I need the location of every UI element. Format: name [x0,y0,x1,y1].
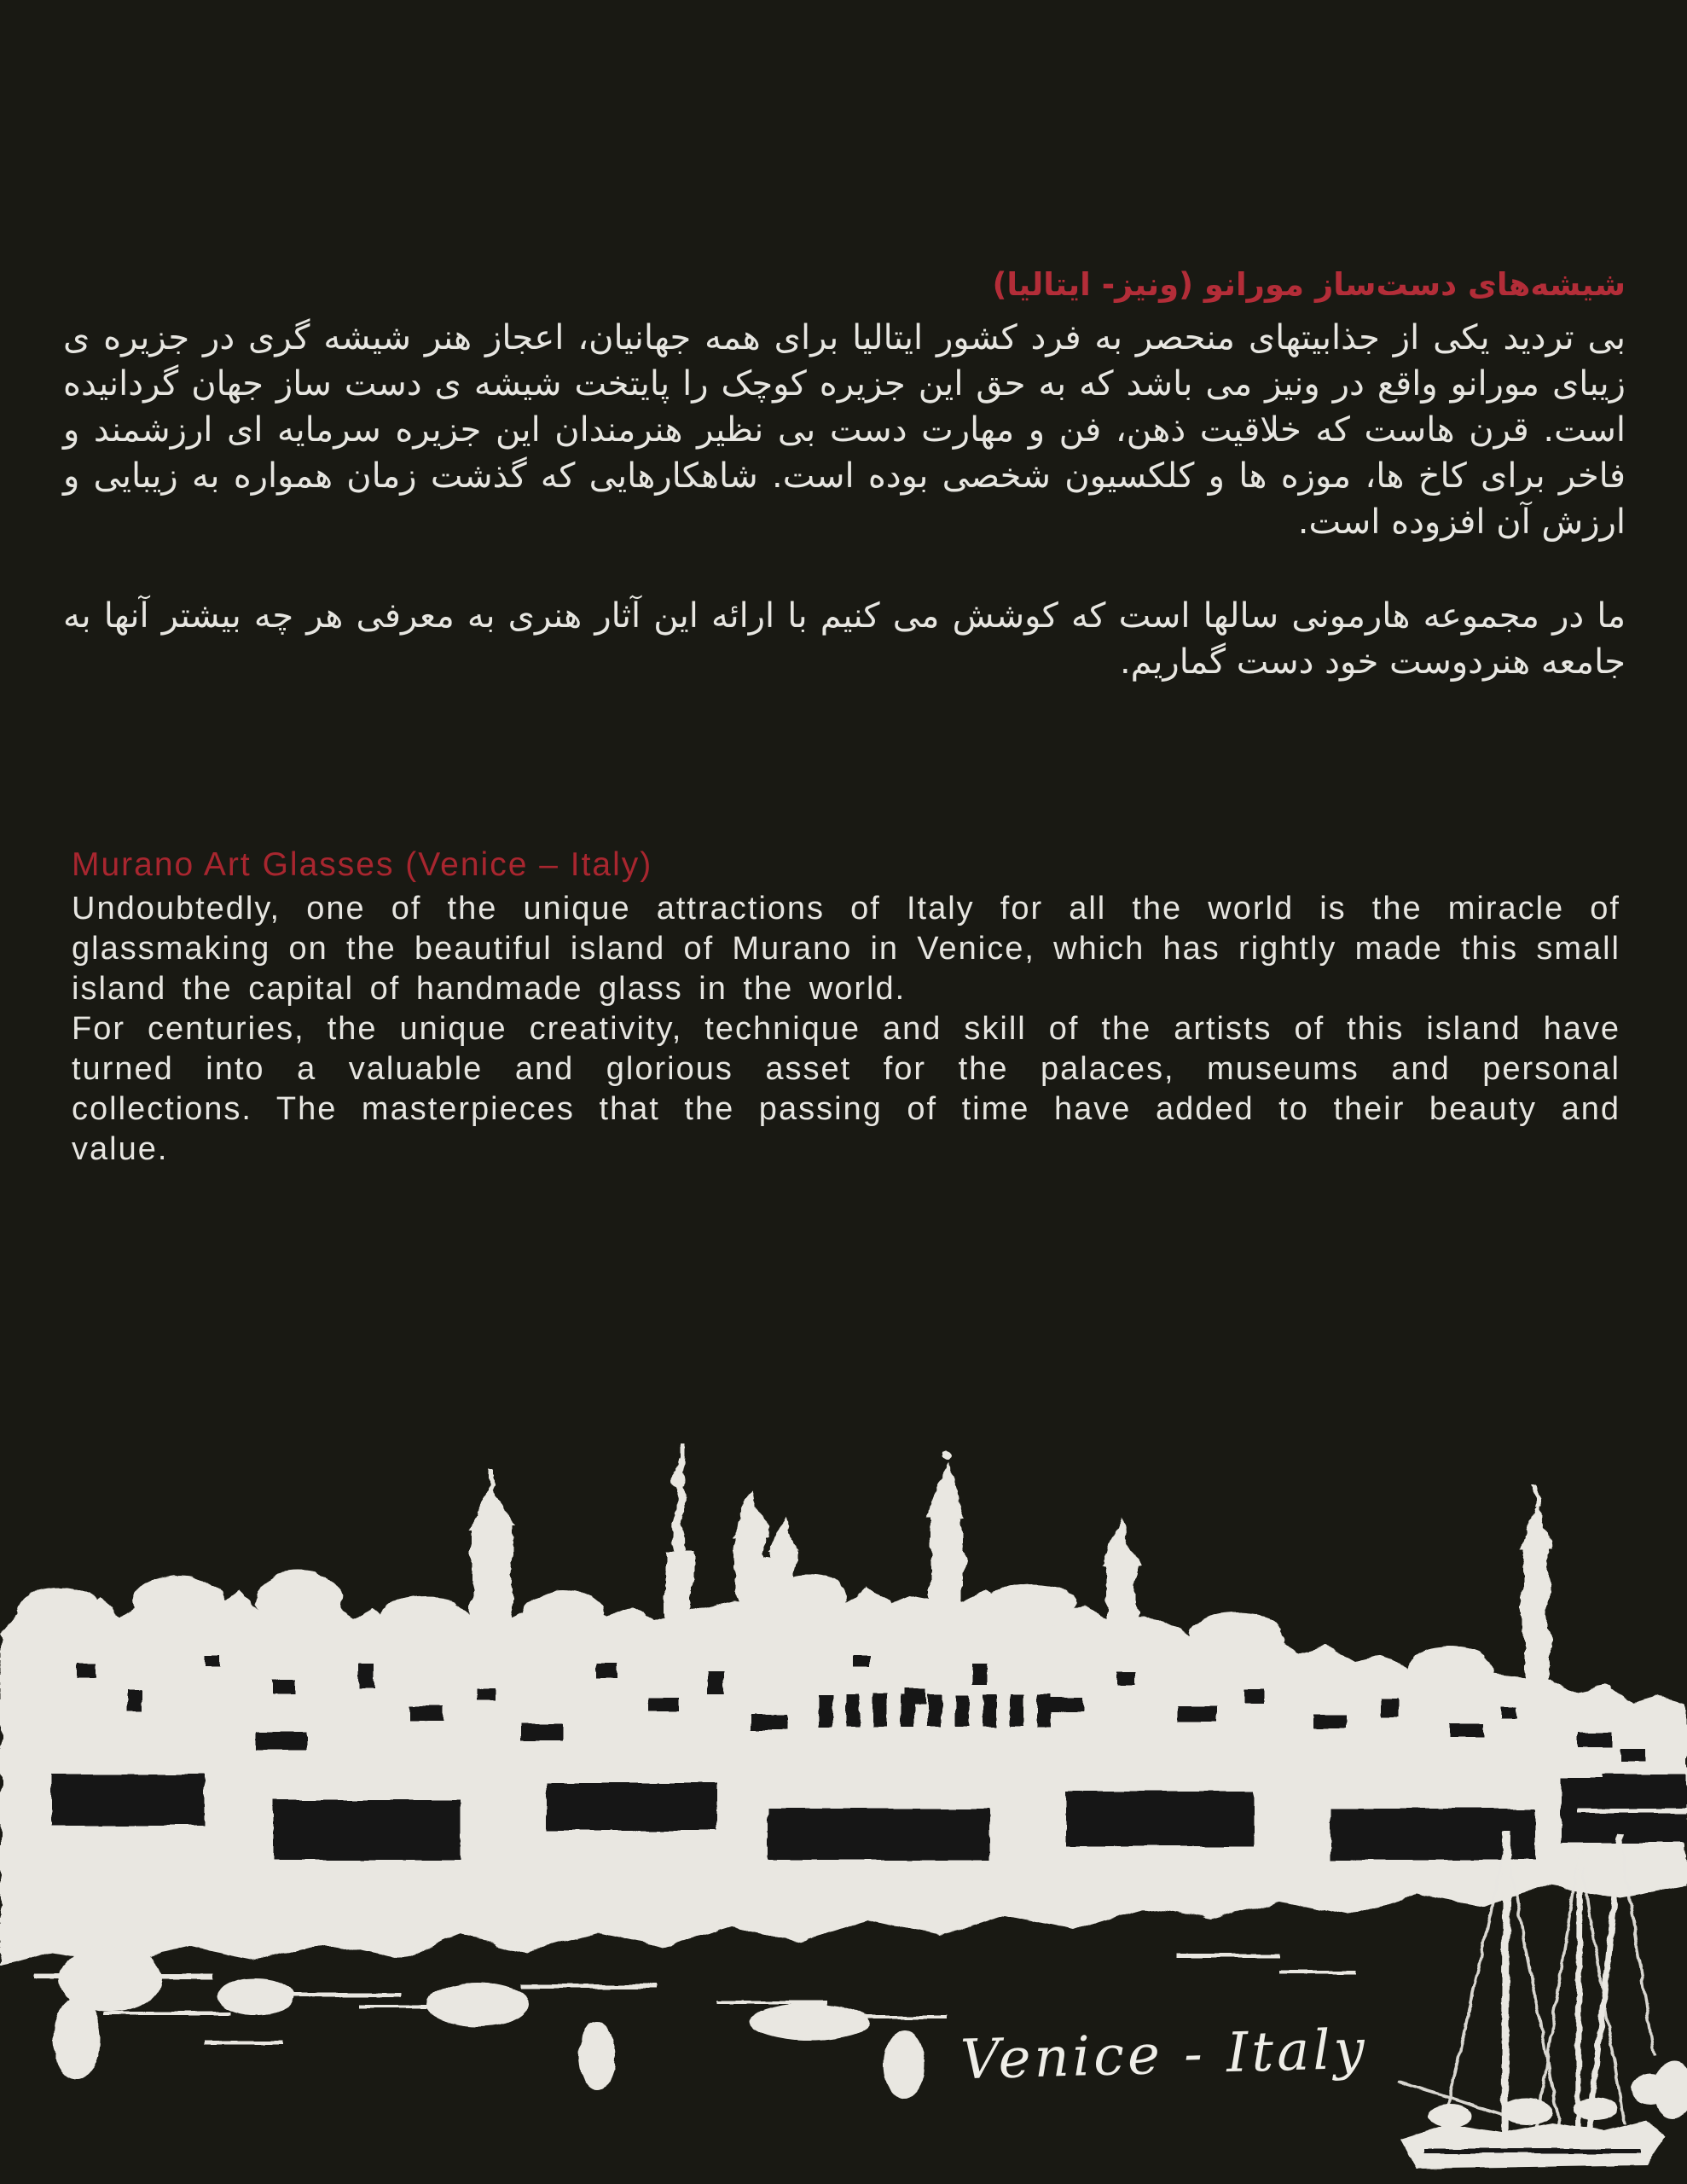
english-paragraph-2: For centuries, the unique creativity, technique and skill of the artists of this island have turned into a valuable and glorious asset for the palaces, museums and personal collections. The masterpieces that the passing of time have added to their beauty and value. [72,1011,1620,1167]
persian-section [63,266,1626,685]
english-paragraph-1: Undoubtedly, one of the unique attractions of Italy for all the world is the miracle of glassmaking on the beautiful island of Murano in Venice, which has rightly made this small island the capital of handmade glass in the world. [72,891,1620,1007]
persian-paragraph-1: بی تردید یکی از جذابیتهای منحصر به فرد کشور ایتالیا برای همه جهانیان، اعجاز هنر شیشه گری در جزیره ی زیبای مورانو واقع در ونیز می باشد که به حق این جزیره کوچک را پایتخت شیشه ی دست ساز جهان گردانیده است. قرن هاست که خلاقیت ذهن، فن و مهارت دست بی نظیر هنرمندان این جزیره سرمایه ای ارزشمند و فاخر برای کاخ ها، موزه ها و کلکسیون شخصی بوده است. شاهکارهایی که گذشت زمان همواره به زیبایی و ارزش آن افزوده است. [63,318,1626,542]
city-silhouette [0,1442,1687,1966]
persian-heading: شیشه‌های دست‌ساز مورانو (ونیز- ایتالیا) [992,266,1626,303]
english-section [72,846,1620,1170]
venice-italy-caption: Venice - Italy [959,2018,1369,2093]
english-heading: Murano Art Glasses (Venice – Italy) [72,846,653,883]
persian-paragraph-2: ما در مجموعه هارمونی سالها است که کوشش می کنیم با ارائه این آثار هنری به معرفی هر چه بیشتر آنها به جامعه هنردوست خود دست گماریم. [63,596,1626,682]
venice-skyline-illustration [0,1408,1687,2184]
